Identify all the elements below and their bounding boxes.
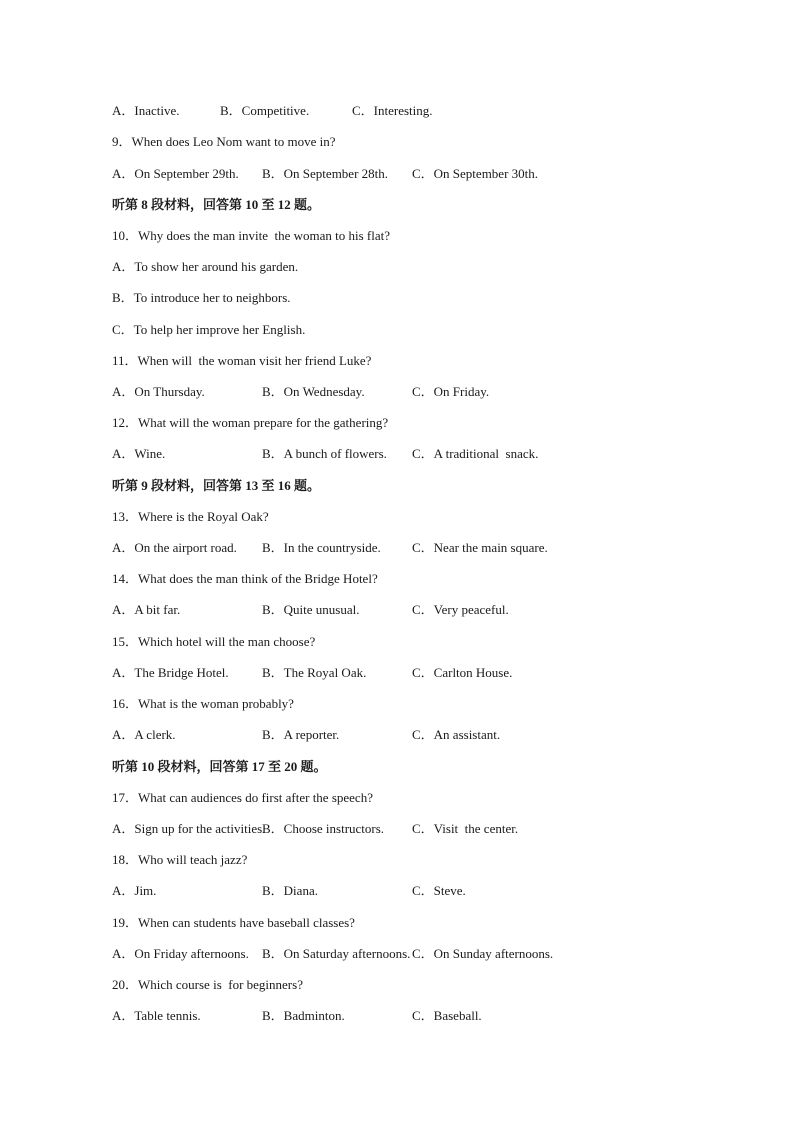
answer-options-row xyxy=(112,166,672,182)
section-heading: 听第 10 段材料，回答第 17 至 20 题。 xyxy=(112,759,327,774)
answer-option: A．On Thursday. xyxy=(112,384,205,399)
question-text: 19．When can students have baseball classes? xyxy=(112,915,355,930)
answer-option: A．Inactive. xyxy=(112,103,180,118)
answer-option: C．Baseball. xyxy=(412,1008,482,1023)
answer-option: C．An assistant. xyxy=(412,727,501,742)
section-heading: 听第 9 段材料，回答第 13 至 16 题。 xyxy=(112,478,321,493)
answer-option: A．On Friday afternoons. xyxy=(112,946,249,961)
answer-option: A．On the airport road. xyxy=(112,540,237,555)
answer-options-row xyxy=(112,446,672,462)
answer-option: A．A clerk. xyxy=(112,727,176,742)
question-text: 11．When will the woman visit her friend Luke? xyxy=(112,353,372,368)
question-text: 15．Which hotel will the man choose? xyxy=(112,634,316,649)
answer-option: B．Badminton. xyxy=(262,1008,345,1023)
answer-option: A．On September 29th. xyxy=(112,166,239,181)
answer-option: B．The Royal Oak. xyxy=(262,665,367,680)
question-text: 10．Why does the man invite the woman to his flat? xyxy=(112,228,390,243)
section-heading: 听第 8 段材料，回答第 10 至 12 题。 xyxy=(112,197,321,212)
answer-option: B．On September 28th. xyxy=(262,166,389,181)
question-text: 12．What will the woman prepare for the gathering? xyxy=(112,415,389,430)
answer-option: C．On September 30th. xyxy=(412,166,539,181)
answer-option: C．Near the main square. xyxy=(412,540,548,555)
question-text: A．To show her around his garden. xyxy=(112,259,299,274)
answer-option: C．Interesting. xyxy=(352,103,433,118)
question-text: 18．Who will teach jazz? xyxy=(112,852,248,867)
answer-option: B．A bunch of flowers. xyxy=(262,446,387,461)
answer-option: C．Visit the center. xyxy=(412,821,519,836)
question-text: 9．When does Leo Nom want to move in? xyxy=(112,134,336,149)
answer-option: C．Steve. xyxy=(412,883,466,898)
answer-option: A．A bit far. xyxy=(112,602,181,617)
answer-option: B．A reporter. xyxy=(262,727,340,742)
question-text: B．To introduce her to neighbors. xyxy=(112,290,291,305)
answer-option: C．Very peaceful. xyxy=(412,602,509,617)
question-text: 17．What can audiences do first after the speech? xyxy=(112,790,373,805)
answer-options-row xyxy=(112,384,672,400)
answer-option: A．Sign up for the activities. xyxy=(112,821,266,836)
answer-option: C．Carlton House. xyxy=(412,665,513,680)
answer-option: B．On Saturday afternoons. xyxy=(262,946,411,961)
answer-options-row xyxy=(112,540,672,556)
answer-option: B．Competitive. xyxy=(220,103,310,118)
answer-option: C．On Sunday afternoons. xyxy=(412,946,554,961)
answer-option: B．On Wednesday. xyxy=(262,384,365,399)
answer-options-row xyxy=(112,602,672,618)
answer-options-row xyxy=(112,1008,672,1024)
answer-option: B．Diana. xyxy=(262,883,318,898)
answer-option: A．Table tennis. xyxy=(112,1008,201,1023)
question-text: 16．What is the woman probably? xyxy=(112,696,294,711)
answer-option: A．Jim. xyxy=(112,883,157,898)
answer-options-row xyxy=(112,821,672,837)
answer-option: B．Quite unusual. xyxy=(262,602,360,617)
answer-option: A．Wine. xyxy=(112,446,166,461)
answer-option: B．In the countryside. xyxy=(262,540,381,555)
answer-options-row xyxy=(112,727,672,743)
answer-option: C．A traditional snack. xyxy=(412,446,539,461)
answer-option: A．The Bridge Hotel. xyxy=(112,665,229,680)
answer-options-row xyxy=(112,946,672,962)
question-text: 13．Where is the Royal Oak? xyxy=(112,509,269,524)
answer-options-row xyxy=(112,103,672,119)
answer-options-row xyxy=(112,883,672,899)
question-text: C．To help her improve her English. xyxy=(112,322,306,337)
answer-options-row xyxy=(112,665,672,681)
answer-option: B．Choose instructors. xyxy=(262,821,385,836)
question-text: 20．Which course is for beginners? xyxy=(112,977,303,992)
question-text: 14．What does the man think of the Bridge Hotel? xyxy=(112,571,378,586)
answer-option: C．On Friday. xyxy=(412,384,490,399)
